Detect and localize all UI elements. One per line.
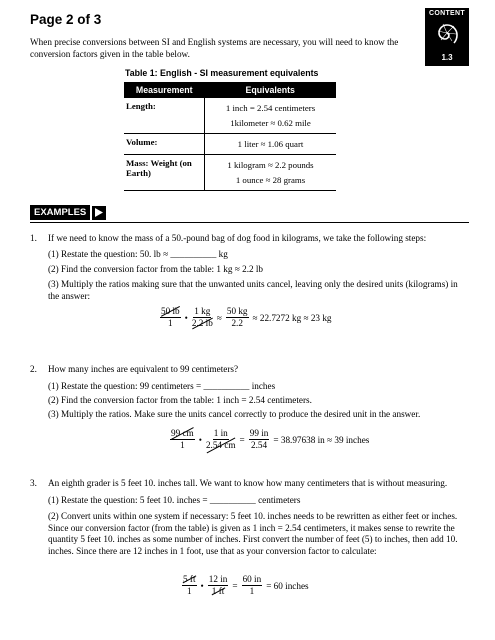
operator: • xyxy=(184,312,188,323)
table-row xyxy=(124,155,336,191)
example-step: (3) Multiply the ratios. Make sure the units cancel correctly to produce the desired unit in the answer. xyxy=(48,409,421,419)
table-header-measurement: Measurement xyxy=(124,82,205,98)
equivalents-cell xyxy=(205,155,337,191)
fraction: $\frac{1 in}{2.54 cm}$ xyxy=(205,428,236,450)
examples-label: EXAMPLES xyxy=(30,205,90,220)
play-arrow-icon xyxy=(92,206,106,220)
example-step: (2) Find the conversion factor from the table: 1 inch = 2.54 centimeters. xyxy=(48,395,312,405)
result: ≈ 22.7272 kg ≈ 23 kg xyxy=(252,312,332,323)
equivalents-cell xyxy=(205,98,337,134)
example-step: (1) Restate the question: 50. lb ≈ __________ kg xyxy=(48,249,228,259)
section-divider xyxy=(30,222,469,223)
measurement-cell: Volume: xyxy=(124,134,205,155)
example-question: If we need to know the mass of a 50.-pound bag of dog food in kilograms, we take the following steps: xyxy=(48,233,427,243)
measurement-cell: Mass: Weight (on Earth) xyxy=(124,155,205,191)
example-step: (2) Convert units within one system if necessary: 5 feet 10. inches needs to be rewritten as either feet or inches. Since our conversion factor (from the table) is given as 1 inch = 2.54 centimeters, it makes sense to rewrite the quantity 5 feet 10. inches as some number of inches. First convert the number of feet (5) to inches, then add 10. inches. Since there are 12 inches in 1 foot, use that as your conversion factor to calculate: xyxy=(48,511,458,556)
fraction: $\frac{99 in}{2.54}$ xyxy=(249,428,269,450)
operator: ≈ xyxy=(216,312,222,323)
content-label: CONTENT xyxy=(429,10,465,17)
table-title: Table 1: English - SI measurement equivalents xyxy=(125,68,319,78)
table-row xyxy=(124,134,336,155)
example-step: (3) Multiply the ratios making sure that the unwanted units cancel, leaving only the desired units (kilograms) in the answer: xyxy=(48,279,458,301)
content-badge xyxy=(425,8,469,66)
example-step: (2) Find the conversion factor from the table: 1 kg ≈ 2.2 lb xyxy=(48,264,264,274)
examples-header xyxy=(30,205,106,220)
result: = 38.97638 in ≈ 39 inches xyxy=(273,434,370,445)
fraction: $\frac{12 in}{1 ft}$ xyxy=(208,574,228,596)
equivalent-value: 1 liter ≈ 1.06 quart xyxy=(237,139,304,149)
example-number: 3. xyxy=(30,478,37,488)
page-label: Page 2 of 3 xyxy=(30,12,102,27)
nautilus-shell-icon xyxy=(425,18,469,53)
result: = 60 inches xyxy=(266,580,309,591)
fraction: $\frac{99 cm}{1}$ xyxy=(171,428,194,450)
content-number: 1.3 xyxy=(441,53,453,62)
equivalent-value: 1 inch = 2.54 centimeters xyxy=(225,103,316,113)
conversion-table xyxy=(124,82,336,191)
fraction: $\frac{50 kg}{2.2}$ xyxy=(226,306,248,328)
fraction: $\frac{50 lb}{1}$ xyxy=(161,306,180,328)
example-question: How many inches are equivalent to 99 centimeters? xyxy=(48,364,239,374)
equivalent-value: 1 ounce ≈ 28 grams xyxy=(235,175,306,185)
equation xyxy=(170,428,369,451)
example-number: 1. xyxy=(30,233,37,243)
operator: • xyxy=(198,434,202,445)
equivalents-cell xyxy=(205,134,337,155)
intro-paragraph: When precise conversions between SI and English systems are necessary, you will need to know the conversion factors given in the table below. xyxy=(30,37,399,59)
equation xyxy=(160,306,332,329)
example-step: (1) Restate the question: 99 centimeters = __________ inches xyxy=(48,381,276,391)
example-step: (1) Restate the question: 5 feet 10. inches = __________ centimeters xyxy=(48,495,301,505)
example-number: 2. xyxy=(30,364,37,374)
measurement-cell: Length: xyxy=(124,98,205,134)
operator: • xyxy=(200,580,204,591)
operator: = xyxy=(232,580,238,591)
example-question: An eighth grader is 5 feet 10. inches tall. We want to know how many centimeters that is without measuring. xyxy=(48,478,448,488)
equivalent-value: 1 kilogram ≈ 2.2 pounds xyxy=(227,160,314,170)
equation xyxy=(182,574,309,597)
operator: = xyxy=(239,434,245,445)
fraction: $\frac{60 in}{1}$ xyxy=(242,574,262,596)
equivalent-value: 1kilometer ≈ 0.62 mile xyxy=(230,118,311,128)
table-header-equivalents: Equivalents xyxy=(205,82,337,98)
fraction: $\frac{1 kg}{2.2 lb}$ xyxy=(191,306,213,328)
fraction: $\frac{5 ft}{1}$ xyxy=(183,574,196,596)
table-row xyxy=(124,98,336,134)
